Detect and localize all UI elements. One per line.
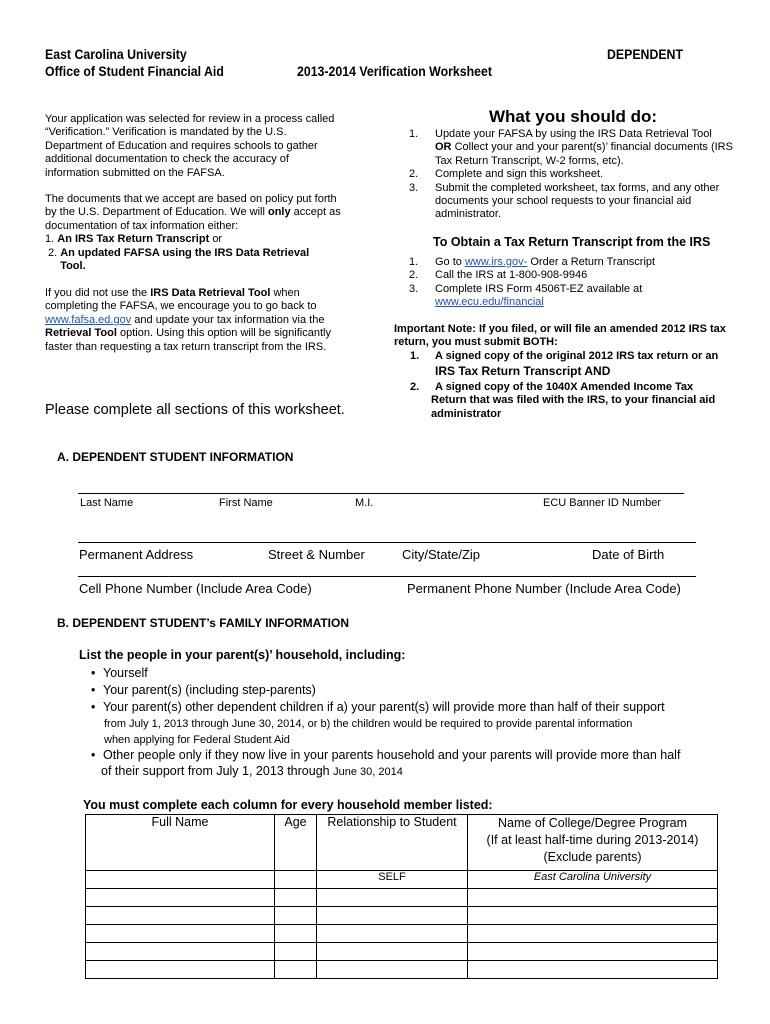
college-cell[interactable] bbox=[468, 943, 718, 961]
office-name: Office of Student Financial Aid bbox=[45, 63, 224, 79]
age-cell[interactable] bbox=[275, 925, 317, 943]
table-row bbox=[86, 907, 718, 925]
full-name-header: Full Name bbox=[86, 815, 275, 871]
list-item: • Other people only if they now live in your parents household and your parents will provide more than half bbox=[83, 747, 723, 764]
college-header: Name of College/Degree Program (If at least half-time during 2013-2014) (Exclude parents) bbox=[468, 815, 718, 871]
relationship-cell[interactable] bbox=[317, 907, 468, 925]
college-cell: East Carolina University bbox=[468, 871, 718, 889]
table-row bbox=[86, 943, 718, 961]
relationship-cell[interactable] bbox=[317, 925, 468, 943]
complete-each-column-note: You must complete each column for every household member listed: bbox=[83, 798, 493, 812]
section-a-title: A. DEPENDENT STUDENT INFORMATION bbox=[57, 450, 294, 464]
criteria-continuation: from July 1, 2013 through June 30, 2014, or b) the children would be required to provide parental information when applying for Federal Student Aid bbox=[104, 718, 633, 746]
retrieval-tool-paragraph: If you did not use the IRS Data Retrieval Tool when completing the FAFSA, we encourage you to go back to www.fafsa.ed.gov and update your tax information via the Retrieval Tool option. Using this option will be significantly faster than requesting a tax return transcript from the IRS. bbox=[45, 287, 331, 353]
other-people-criterion bbox=[83, 747, 723, 764]
intro-paragraph: Your application was selected for review in a process called “Verification.” Verification is mandated by the U.S. Department of Education and requires schools to gather additional documentation to check the accuracy of information submitted on the FAFSA. bbox=[45, 113, 335, 179]
support-period: of their support from July 1, 2013 through June 30, 2014 bbox=[101, 764, 403, 778]
step-item: 1. Update your FAFSA by using the IRS Data Retrieval Tool OR Collect your and your parent(s)’ financial documents (IRS Tax Return Transcript, W-2 forms, etc). bbox=[409, 128, 733, 167]
list-item: • Your parent(s) (including step-parents) bbox=[83, 682, 723, 699]
relationship-cell[interactable] bbox=[317, 889, 468, 907]
what-you-should-do-title: What you should do: bbox=[489, 107, 658, 126]
steps-list bbox=[397, 128, 737, 222]
age-cell[interactable] bbox=[275, 889, 317, 907]
relationship-cell: SELF bbox=[317, 871, 468, 889]
mi-label: M.I. bbox=[355, 497, 374, 509]
table-row bbox=[86, 961, 718, 979]
section-b-title: B. DEPENDENT STUDENT’s FAMILY INFORMATION bbox=[57, 616, 350, 630]
relationship-cell[interactable] bbox=[317, 961, 468, 979]
relationship-cell[interactable] bbox=[317, 943, 468, 961]
full-name-cell[interactable] bbox=[86, 871, 275, 889]
list-item: • Your parent(s) other dependent children if a) your parent(s) will provide more than half of their support bbox=[83, 699, 723, 716]
household-criteria-list bbox=[83, 665, 723, 716]
first-name-label: First Name bbox=[219, 497, 273, 509]
college-cell[interactable] bbox=[468, 961, 718, 979]
transcript-step: 3. Complete IRS Form 4506T-EZ available at www.ecu.edu/financial bbox=[409, 282, 643, 309]
full-name-cell[interactable] bbox=[86, 925, 275, 943]
table-row bbox=[86, 925, 718, 943]
dependency-status: DEPENDENT bbox=[607, 46, 683, 62]
relationship-header: Relationship to Student bbox=[317, 815, 468, 871]
fafsa-link[interactable]: www.fafsa.ed.gov bbox=[45, 313, 132, 326]
city-state-zip-label: City/State/Zip bbox=[402, 547, 481, 562]
college-cell[interactable] bbox=[468, 925, 718, 943]
university-name: East Carolina University bbox=[45, 46, 187, 62]
phone-line[interactable] bbox=[78, 576, 696, 577]
name-line[interactable] bbox=[78, 493, 684, 494]
street-number-label: Street & Number bbox=[268, 547, 365, 562]
age-header: Age bbox=[275, 815, 317, 871]
list-item: • Yourself bbox=[83, 665, 723, 682]
table-row bbox=[86, 871, 718, 889]
permanent-phone-label: Permanent Phone Number (Include Area Code) bbox=[407, 581, 681, 596]
transcript-title: To Obtain a Tax Return Transcript from the IRS bbox=[433, 235, 711, 249]
date-of-birth-label: Date of Birth bbox=[592, 547, 665, 562]
complete-all-note: Please complete all sections of this worksheet. bbox=[45, 402, 345, 418]
permanent-address-label: Permanent Address bbox=[79, 547, 194, 562]
irs-link[interactable]: www.irs.gov- bbox=[464, 256, 528, 268]
college-cell[interactable] bbox=[468, 889, 718, 907]
full-name-cell[interactable] bbox=[86, 961, 275, 979]
step-item: 3. Submit the completed worksheet, tax forms, and any other documents your school requests to your financial aid administrator. bbox=[409, 181, 720, 221]
transcript-step: 1. Go to www.irs.gov- Order a Return Transcript bbox=[409, 256, 656, 268]
table-row bbox=[86, 889, 718, 907]
age-cell[interactable] bbox=[275, 961, 317, 979]
amended-requirements: 1. A signed copy of the original 2012 IRS tax return or an IRS Tax Return Transcript AND 2. A signed copy of the 1040X Amended Income Tax Return that was filed with the IRS, to your financial aid administrator bbox=[410, 350, 719, 420]
age-cell[interactable] bbox=[275, 871, 317, 889]
accepted-documents-paragraph: The documents that we accept are based on policy put forth by the U.S. Department of Education. We will only accept as documentation of tax information either: 1. An IRS Tax Return Transcript or 2. An updated FAFSA using the IRS Data Retrieval Tool. bbox=[45, 193, 341, 273]
transcript-step: 2. Call the IRS at 1-800-908-9946 bbox=[409, 269, 588, 282]
table-header-row bbox=[86, 815, 718, 871]
cell-phone-label: Cell Phone Number (Include Area Code) bbox=[79, 581, 312, 596]
address-line[interactable] bbox=[78, 542, 696, 543]
ecu-financial-link[interactable]: www.ecu.edu/financial bbox=[435, 296, 544, 309]
age-cell[interactable] bbox=[275, 907, 317, 925]
full-name-cell[interactable] bbox=[86, 907, 275, 925]
full-name-cell[interactable] bbox=[86, 943, 275, 961]
form-title: 2013-2014 Verification Worksheet bbox=[297, 63, 492, 79]
last-name-label: Last Name bbox=[80, 497, 134, 509]
important-note: Important Note: If you filed, or will file an amended 2012 IRS tax return, you must submit BOTH: bbox=[394, 323, 726, 349]
banner-id-label: ECU Banner ID Number bbox=[543, 497, 661, 509]
step-item: 2. Complete and sign this worksheet. bbox=[409, 168, 604, 181]
household-list-title: List the people in your parent(s)’ household, including: bbox=[79, 648, 406, 662]
full-name-cell[interactable] bbox=[86, 889, 275, 907]
age-cell[interactable] bbox=[275, 943, 317, 961]
college-cell[interactable] bbox=[468, 907, 718, 925]
household-table bbox=[85, 814, 718, 979]
transcript-steps bbox=[397, 256, 737, 310]
